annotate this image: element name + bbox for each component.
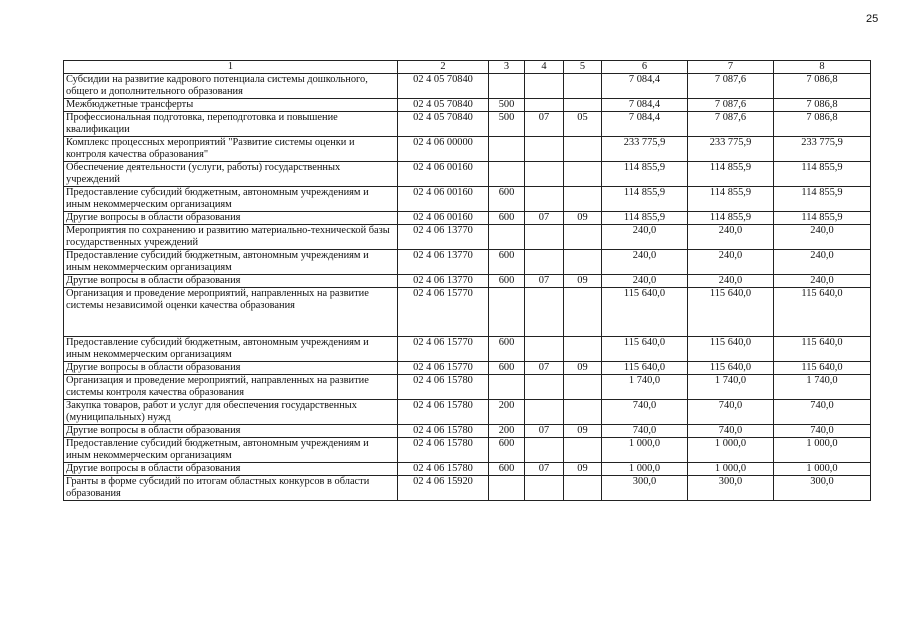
expense-type: 600 — [489, 337, 525, 362]
amount-col6: 240,0 — [602, 250, 688, 275]
expense-type: 600 — [489, 362, 525, 375]
header-cell: 2 — [398, 61, 489, 74]
section — [525, 337, 564, 362]
section — [525, 375, 564, 400]
section — [525, 137, 564, 162]
expense-type: 500 — [489, 112, 525, 137]
table-row — [64, 162, 871, 187]
amount-col6: 115 640,0 — [602, 337, 688, 362]
table-row — [64, 99, 871, 112]
amount-col8: 115 640,0 — [774, 288, 871, 337]
table-row — [64, 212, 871, 225]
item-name: Предоставление субсидий бюджетным, автономным учреждениям и иным некоммерческим организациям — [64, 337, 398, 362]
amount-col8: 240,0 — [774, 225, 871, 250]
subsection — [564, 99, 602, 112]
section — [525, 99, 564, 112]
subsection: 09 — [564, 425, 602, 438]
table-row — [64, 375, 871, 400]
target-code: 02 4 06 15780 — [398, 463, 489, 476]
target-code: 02 4 06 00160 — [398, 187, 489, 212]
amount-col6: 740,0 — [602, 400, 688, 425]
target-code: 02 4 06 15770 — [398, 362, 489, 375]
expense-type: 600 — [489, 438, 525, 463]
table-row — [64, 463, 871, 476]
item-name: Межбюджетные трансферты — [64, 99, 398, 112]
expense-type: 600 — [489, 212, 525, 225]
section — [525, 187, 564, 212]
amount-col7: 300,0 — [688, 476, 774, 501]
item-name: Комплекс процессных мероприятий "Развитие системы оценки и контроля качества образования" — [64, 137, 398, 162]
subsection: 05 — [564, 112, 602, 137]
amount-col8: 7 086,8 — [774, 99, 871, 112]
amount-col7: 240,0 — [688, 225, 774, 250]
section: 07 — [525, 112, 564, 137]
target-code: 02 4 06 13770 — [398, 250, 489, 275]
subsection: 09 — [564, 463, 602, 476]
table-row — [64, 476, 871, 501]
target-code: 02 4 06 15780 — [398, 438, 489, 463]
item-name: Предоставление субсидий бюджетным, автономным учреждениям и иным некоммерческим организациям — [64, 438, 398, 463]
amount-col6: 300,0 — [602, 476, 688, 501]
header-cell: 8 — [774, 61, 871, 74]
section — [525, 288, 564, 337]
section: 07 — [525, 463, 564, 476]
amount-col7: 7 087,6 — [688, 112, 774, 137]
expense-type: 600 — [489, 275, 525, 288]
section — [525, 476, 564, 501]
amount-col8: 114 855,9 — [774, 187, 871, 212]
expense-type — [489, 476, 525, 501]
amount-col8: 240,0 — [774, 250, 871, 275]
amount-col6: 233 775,9 — [602, 137, 688, 162]
amount-col6: 114 855,9 — [602, 212, 688, 225]
subsection — [564, 74, 602, 99]
item-name: Закупка товаров, работ и услуг для обеспечения государственных (муниципальных) нужд — [64, 400, 398, 425]
amount-col7: 7 087,6 — [688, 99, 774, 112]
section — [525, 162, 564, 187]
amount-col6: 114 855,9 — [602, 162, 688, 187]
amount-col6: 7 084,4 — [602, 74, 688, 99]
section — [525, 438, 564, 463]
table-row — [64, 337, 871, 362]
section — [525, 225, 564, 250]
amount-col6: 240,0 — [602, 275, 688, 288]
subsection — [564, 162, 602, 187]
table-row — [64, 137, 871, 162]
amount-col7: 240,0 — [688, 275, 774, 288]
section — [525, 250, 564, 275]
amount-col8: 1 740,0 — [774, 375, 871, 400]
table-row — [64, 112, 871, 137]
amount-col7: 740,0 — [688, 400, 774, 425]
amount-col8: 115 640,0 — [774, 337, 871, 362]
subsection — [564, 137, 602, 162]
item-name: Предоставление субсидий бюджетным, автономным учреждениям и иным некоммерческим организациям — [64, 250, 398, 275]
subsection — [564, 288, 602, 337]
amount-col8: 740,0 — [774, 400, 871, 425]
subsection — [564, 375, 602, 400]
amount-col6: 115 640,0 — [602, 288, 688, 337]
item-name: Профессиональная подготовка, переподготовка и повышение квалификации — [64, 112, 398, 137]
amount-col6: 114 855,9 — [602, 187, 688, 212]
section: 07 — [525, 275, 564, 288]
amount-col8: 233 775,9 — [774, 137, 871, 162]
amount-col7: 740,0 — [688, 425, 774, 438]
target-code: 02 4 06 15920 — [398, 476, 489, 501]
header-cell: 4 — [525, 61, 564, 74]
expense-type: 500 — [489, 99, 525, 112]
amount-col6: 240,0 — [602, 225, 688, 250]
table-row — [64, 362, 871, 375]
target-code: 02 4 06 00000 — [398, 137, 489, 162]
section: 07 — [525, 425, 564, 438]
subsection — [564, 476, 602, 501]
table-row — [64, 288, 871, 337]
expense-type — [489, 137, 525, 162]
expense-type: 200 — [489, 425, 525, 438]
item-name: Другие вопросы в области образования — [64, 463, 398, 476]
item-name: Субсидии на развитие кадрового потенциала системы дошкольного, общего и дополнительного образования — [64, 74, 398, 99]
expense-type: 200 — [489, 400, 525, 425]
table-row — [64, 425, 871, 438]
header-cell: 3 — [489, 61, 525, 74]
table-row — [64, 250, 871, 275]
header-cell: 1 — [64, 61, 398, 74]
expense-type: 600 — [489, 187, 525, 212]
amount-col8: 740,0 — [774, 425, 871, 438]
table-row — [64, 275, 871, 288]
subsection: 09 — [564, 362, 602, 375]
amount-col6: 115 640,0 — [602, 362, 688, 375]
item-name: Другие вопросы в области образования — [64, 275, 398, 288]
expense-type: 600 — [489, 463, 525, 476]
expense-type: 600 — [489, 250, 525, 275]
subsection — [564, 438, 602, 463]
item-name: Организация и проведение мероприятий, направленных на развитие системы контроля качества образования — [64, 375, 398, 400]
expense-type — [489, 375, 525, 400]
amount-col7: 240,0 — [688, 250, 774, 275]
target-code: 02 4 06 15770 — [398, 288, 489, 337]
item-name: Предоставление субсидий бюджетным, автономным учреждениям и иным некоммерческим организациям — [64, 187, 398, 212]
section: 07 — [525, 362, 564, 375]
amount-col6: 7 084,4 — [602, 99, 688, 112]
header-cell: 7 — [688, 61, 774, 74]
target-code: 02 4 06 15770 — [398, 337, 489, 362]
item-name: Мероприятия по сохранению и развитию материально-технической базы государственных учреждений — [64, 225, 398, 250]
expense-type — [489, 225, 525, 250]
target-code: 02 4 06 15780 — [398, 425, 489, 438]
section: 07 — [525, 212, 564, 225]
subsection — [564, 225, 602, 250]
amount-col8: 7 086,8 — [774, 112, 871, 137]
section — [525, 74, 564, 99]
target-code: 02 4 05 70840 — [398, 99, 489, 112]
header-cell: 6 — [602, 61, 688, 74]
target-code: 02 4 06 13770 — [398, 275, 489, 288]
section — [525, 400, 564, 425]
amount-col8: 115 640,0 — [774, 362, 871, 375]
amount-col7: 1 000,0 — [688, 463, 774, 476]
target-code: 02 4 06 15780 — [398, 400, 489, 425]
target-code: 02 4 06 15780 — [398, 375, 489, 400]
table-row — [64, 225, 871, 250]
item-name: Обеспечение деятельности (услуги, работы) государственных учреждений — [64, 162, 398, 187]
item-name: Организация и проведение мероприятий, направленных на развитие системы независимой оценки качества образования — [64, 288, 398, 337]
subsection — [564, 250, 602, 275]
subsection — [564, 337, 602, 362]
target-code: 02 4 06 00160 — [398, 212, 489, 225]
amount-col8: 1 000,0 — [774, 463, 871, 476]
amount-col7: 115 640,0 — [688, 288, 774, 337]
subsection: 09 — [564, 275, 602, 288]
amount-col6: 1 000,0 — [602, 438, 688, 463]
amount-col7: 115 640,0 — [688, 337, 774, 362]
amount-col6: 740,0 — [602, 425, 688, 438]
table-row — [64, 438, 871, 463]
target-code: 02 4 06 13770 — [398, 225, 489, 250]
amount-col7: 114 855,9 — [688, 162, 774, 187]
amount-col7: 1 000,0 — [688, 438, 774, 463]
expense-type — [489, 288, 525, 337]
target-code: 02 4 06 00160 — [398, 162, 489, 187]
amount-col7: 115 640,0 — [688, 362, 774, 375]
item-name: Другие вопросы в области образования — [64, 362, 398, 375]
amount-col7: 1 740,0 — [688, 375, 774, 400]
subsection: 09 — [564, 212, 602, 225]
target-code: 02 4 05 70840 — [398, 112, 489, 137]
amount-col7: 114 855,9 — [688, 212, 774, 225]
budget-table — [63, 60, 871, 501]
amount-col8: 300,0 — [774, 476, 871, 501]
table-row — [64, 74, 871, 99]
table-row — [64, 400, 871, 425]
amount-col8: 114 855,9 — [774, 162, 871, 187]
amount-col8: 1 000,0 — [774, 438, 871, 463]
amount-col6: 1 740,0 — [602, 375, 688, 400]
amount-col8: 114 855,9 — [774, 212, 871, 225]
table-row — [64, 187, 871, 212]
amount-col7: 114 855,9 — [688, 187, 774, 212]
subsection — [564, 400, 602, 425]
amount-col7: 7 087,6 — [688, 74, 774, 99]
item-name: Другие вопросы в области образования — [64, 425, 398, 438]
amount-col7: 233 775,9 — [688, 137, 774, 162]
item-name: Другие вопросы в области образования — [64, 212, 398, 225]
expense-type — [489, 162, 525, 187]
amount-col8: 7 086,8 — [774, 74, 871, 99]
subsection — [564, 187, 602, 212]
header-cell: 5 — [564, 61, 602, 74]
page-number: 25 — [866, 13, 879, 25]
item-name: Гранты в форме субсидий по итогам областных конкурсов в области образования — [64, 476, 398, 501]
amount-col8: 240,0 — [774, 275, 871, 288]
amount-col6: 1 000,0 — [602, 463, 688, 476]
amount-col6: 7 084,4 — [602, 112, 688, 137]
target-code: 02 4 05 70840 — [398, 74, 489, 99]
expense-type — [489, 74, 525, 99]
table-header-row — [64, 61, 871, 74]
